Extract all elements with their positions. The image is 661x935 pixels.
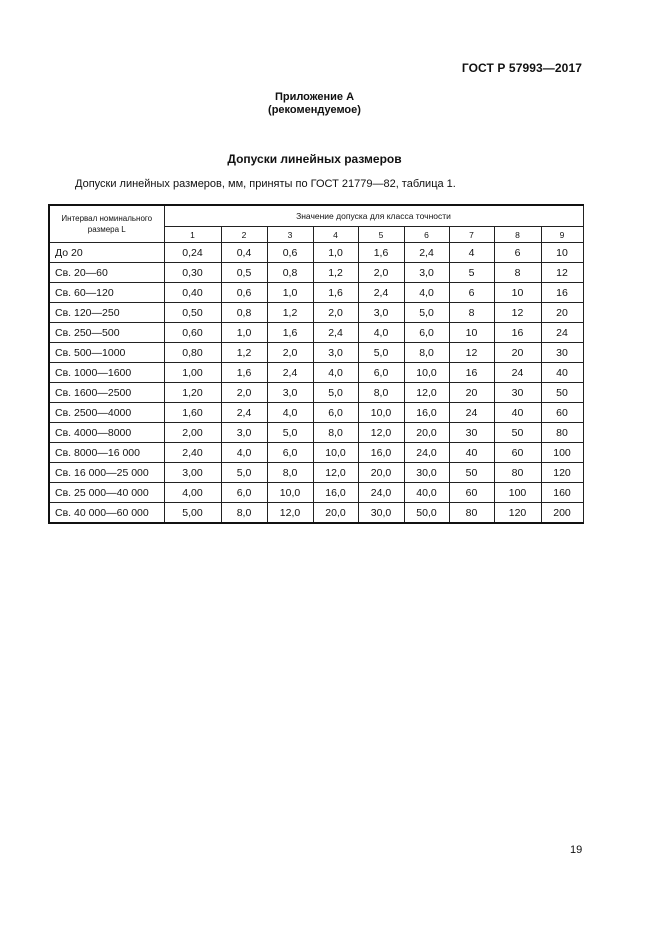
tolerance-value-cell: 30,0 [404,463,449,483]
tolerance-value-cell: 3,00 [164,463,221,483]
document-code: ГОСТ Р 57993—2017 [461,61,582,75]
tolerance-value-cell: 4,0 [221,443,267,463]
tolerance-value-cell: 16 [449,363,494,383]
interval-cell: Св. 4000—8000 [49,423,164,443]
interval-cell: Св. 250—500 [49,323,164,343]
tolerance-value-cell: 12,0 [358,423,404,443]
class-number-header: 9 [541,227,583,243]
tolerance-value-cell: 20 [449,383,494,403]
tolerance-value-cell: 12 [449,343,494,363]
tolerance-value-cell: 20,0 [404,423,449,443]
interval-cell: Св. 20—60 [49,263,164,283]
tolerance-value-cell: 20 [541,303,583,323]
tolerance-value-cell: 80 [541,423,583,443]
class-number-header: 2 [221,227,267,243]
tolerance-value-cell: 2,0 [358,263,404,283]
tolerance-value-cell: 0,8 [267,263,313,283]
tolerance-value-cell: 30 [494,383,541,403]
interval-cell: Св. 8000—16 000 [49,443,164,463]
table-row [49,383,583,403]
tolerance-value-cell: 0,5 [221,263,267,283]
table-row [49,263,583,283]
tolerance-value-cell: 100 [494,483,541,503]
tolerance-value-cell: 120 [494,503,541,524]
tolerance-value-cell: 16 [541,283,583,303]
section-title: Допуски линейных размеров [227,152,402,166]
tolerance-value-cell: 20 [494,343,541,363]
tolerance-value-cell: 10,0 [358,403,404,423]
tolerance-value-cell: 10,0 [404,363,449,383]
tolerance-value-cell: 2,4 [221,403,267,423]
tolerance-value-cell: 1,0 [267,283,313,303]
tolerance-value-cell: 5,0 [221,463,267,483]
tolerance-value-cell: 24 [541,323,583,343]
class-number-header: 5 [358,227,404,243]
tolerance-value-cell: 50 [541,383,583,403]
tolerance-table [48,204,584,524]
table-row [49,423,583,443]
tolerance-value-cell: 24,0 [404,443,449,463]
tolerance-value-cell: 0,30 [164,263,221,283]
tolerance-value-cell: 6,0 [313,403,358,423]
tolerance-value-cell: 0,40 [164,283,221,303]
tolerance-value-cell: 0,50 [164,303,221,323]
tolerance-value-cell: 10,0 [267,483,313,503]
tolerance-value-cell: 8,0 [404,343,449,363]
interval-cell: До 20 [49,243,164,263]
tolerance-value-cell: 30 [449,423,494,443]
tolerance-value-cell: 30 [541,343,583,363]
tolerance-value-cell: 40 [494,403,541,423]
tolerance-value-cell: 60 [449,483,494,503]
tolerance-value-cell: 3,0 [404,263,449,283]
tolerance-value-cell: 8 [449,303,494,323]
table-row [49,343,583,363]
appendix-subtitle: (рекомендуемое) [268,104,361,116]
tolerance-value-cell: 16,0 [358,443,404,463]
tolerance-value-cell: 8,0 [313,423,358,443]
tolerance-value-cell: 8 [494,263,541,283]
class-number-header: 1 [164,227,221,243]
class-number-header: 6 [404,227,449,243]
tolerance-value-cell: 2,4 [313,323,358,343]
tolerance-value-cell: 50 [449,463,494,483]
tolerance-value-cell: 4,00 [164,483,221,503]
tolerance-value-cell: 6,0 [267,443,313,463]
tolerance-value-cell: 40,0 [404,483,449,503]
tolerance-value-cell: 80 [494,463,541,483]
tolerance-value-cell: 1,60 [164,403,221,423]
interval-cell: Св. 2500—4000 [49,403,164,423]
tolerance-value-cell: 2,4 [358,283,404,303]
tolerance-value-cell: 5,0 [313,383,358,403]
tolerance-value-cell: 5,0 [267,423,313,443]
tolerance-value-cell: 160 [541,483,583,503]
tolerance-value-cell: 16 [494,323,541,343]
table-row [49,483,583,503]
class-number-header: 7 [449,227,494,243]
table-row [49,443,583,463]
tolerance-value-cell: 2,00 [164,423,221,443]
table-header-row [49,205,583,227]
tolerance-value-cell: 10,0 [313,443,358,463]
tolerance-value-cell: 10 [494,283,541,303]
tolerance-value-cell: 80 [449,503,494,524]
tolerance-value-cell: 10 [541,243,583,263]
tolerance-value-cell: 4,0 [313,363,358,383]
interval-column-header: Интервал номинального размера L [49,205,164,243]
class-number-header: 8 [494,227,541,243]
interval-cell: Св. 25 000—40 000 [49,483,164,503]
tolerance-value-cell: 0,24 [164,243,221,263]
table-row [49,503,583,524]
tolerance-value-cell: 6 [494,243,541,263]
tolerance-value-cell: 1,6 [358,243,404,263]
tolerance-value-cell: 3,0 [358,303,404,323]
tolerance-value-cell: 1,0 [313,243,358,263]
tolerance-value-cell: 6,0 [404,323,449,343]
tolerance-value-cell: 4,0 [404,283,449,303]
tolerance-value-cell: 2,0 [267,343,313,363]
tolerance-value-cell: 2,0 [313,303,358,323]
tolerance-value-cell: 30,0 [358,503,404,524]
tolerance-value-cell: 6,0 [221,483,267,503]
appendix-title: Приложение А [274,91,355,103]
tolerance-value-cell: 8,0 [221,503,267,524]
table-row [49,403,583,423]
tolerance-value-cell: 60 [541,403,583,423]
tolerance-value-cell: 12 [494,303,541,323]
tolerance-value-cell: 4 [449,243,494,263]
tolerance-value-cell: 3,0 [313,343,358,363]
tolerance-value-cell: 0,4 [221,243,267,263]
tolerance-value-cell: 0,6 [267,243,313,263]
tolerance-value-cell: 4,0 [267,403,313,423]
tolerance-value-cell: 5,0 [404,303,449,323]
tolerance-value-cell: 10 [449,323,494,343]
tolerance-value-cell: 12,0 [267,503,313,524]
tolerance-value-cell: 1,0 [221,323,267,343]
tolerance-value-cell: 0,80 [164,343,221,363]
appendix-heading [0,91,629,117]
tolerance-value-cell: 8,0 [267,463,313,483]
interval-cell: Св. 120—250 [49,303,164,323]
tolerance-value-cell: 200 [541,503,583,524]
tolerance-value-cell: 5 [449,263,494,283]
intro-paragraph: Допуски линейных размеров, мм, приняты по ГОСТ 21779—82, таблица 1. [75,178,456,190]
tolerance-value-cell: 0,8 [221,303,267,323]
tolerance-value-cell: 12,0 [313,463,358,483]
tolerance-value-cell: 1,2 [267,303,313,323]
class-number-header: 4 [313,227,358,243]
tolerance-value-cell: 1,6 [313,283,358,303]
table-row [49,283,583,303]
interval-cell: Св. 1000—1600 [49,363,164,383]
tolerance-value-cell: 50,0 [404,503,449,524]
table-body [49,243,583,524]
tolerance-value-cell: 40 [541,363,583,383]
interval-cell: Св. 40 000—60 000 [49,503,164,524]
tolerance-value-cell: 1,00 [164,363,221,383]
tolerance-value-cell: 0,60 [164,323,221,343]
tolerance-value-cell: 2,4 [404,243,449,263]
tolerance-value-cell: 4,0 [358,323,404,343]
table-row [49,303,583,323]
class-number-header: 3 [267,227,313,243]
tolerance-value-cell: 1,2 [221,343,267,363]
tolerance-value-cell: 2,0 [221,383,267,403]
tolerance-value-cell: 16,0 [313,483,358,503]
tolerance-value-cell: 3,0 [267,383,313,403]
tolerance-value-cell: 1,20 [164,383,221,403]
page-number: 19 [570,844,583,856]
tolerance-value-cell: 20,0 [313,503,358,524]
interval-cell: Св. 500—1000 [49,343,164,363]
tolerance-value-cell: 120 [541,463,583,483]
interval-cell: Св. 16 000—25 000 [49,463,164,483]
tolerance-value-cell: 12 [541,263,583,283]
table-row [49,363,583,383]
tolerance-value-cell: 8,0 [358,383,404,403]
tolerance-value-cell: 40 [449,443,494,463]
tolerance-value-cell: 24 [449,403,494,423]
table-row [49,463,583,483]
tolerance-value-cell: 1,6 [267,323,313,343]
interval-cell: Св. 60—120 [49,283,164,303]
tolerance-value-cell: 5,0 [358,343,404,363]
tolerance-value-cell: 0,6 [221,283,267,303]
tolerance-value-cell: 100 [541,443,583,463]
tolerance-value-cell: 3,0 [221,423,267,443]
table-row [49,243,583,263]
tolerance-value-cell: 12,0 [404,383,449,403]
table-row [49,323,583,343]
tolerance-value-cell: 50 [494,423,541,443]
tolerance-value-cell: 16,0 [404,403,449,423]
classes-group-header: Значение допуска для класса точности [164,205,583,227]
tolerance-value-cell: 24 [494,363,541,383]
tolerance-value-cell: 2,4 [267,363,313,383]
tolerance-value-cell: 1,6 [221,363,267,383]
tolerance-value-cell: 24,0 [358,483,404,503]
tolerance-value-cell: 20,0 [358,463,404,483]
interval-cell: Св. 1600—2500 [49,383,164,403]
tolerance-value-cell: 6,0 [358,363,404,383]
tolerance-value-cell: 5,00 [164,503,221,524]
tolerance-value-cell: 6 [449,283,494,303]
tolerance-value-cell: 2,40 [164,443,221,463]
tolerance-value-cell: 60 [494,443,541,463]
tolerance-value-cell: 1,2 [313,263,358,283]
